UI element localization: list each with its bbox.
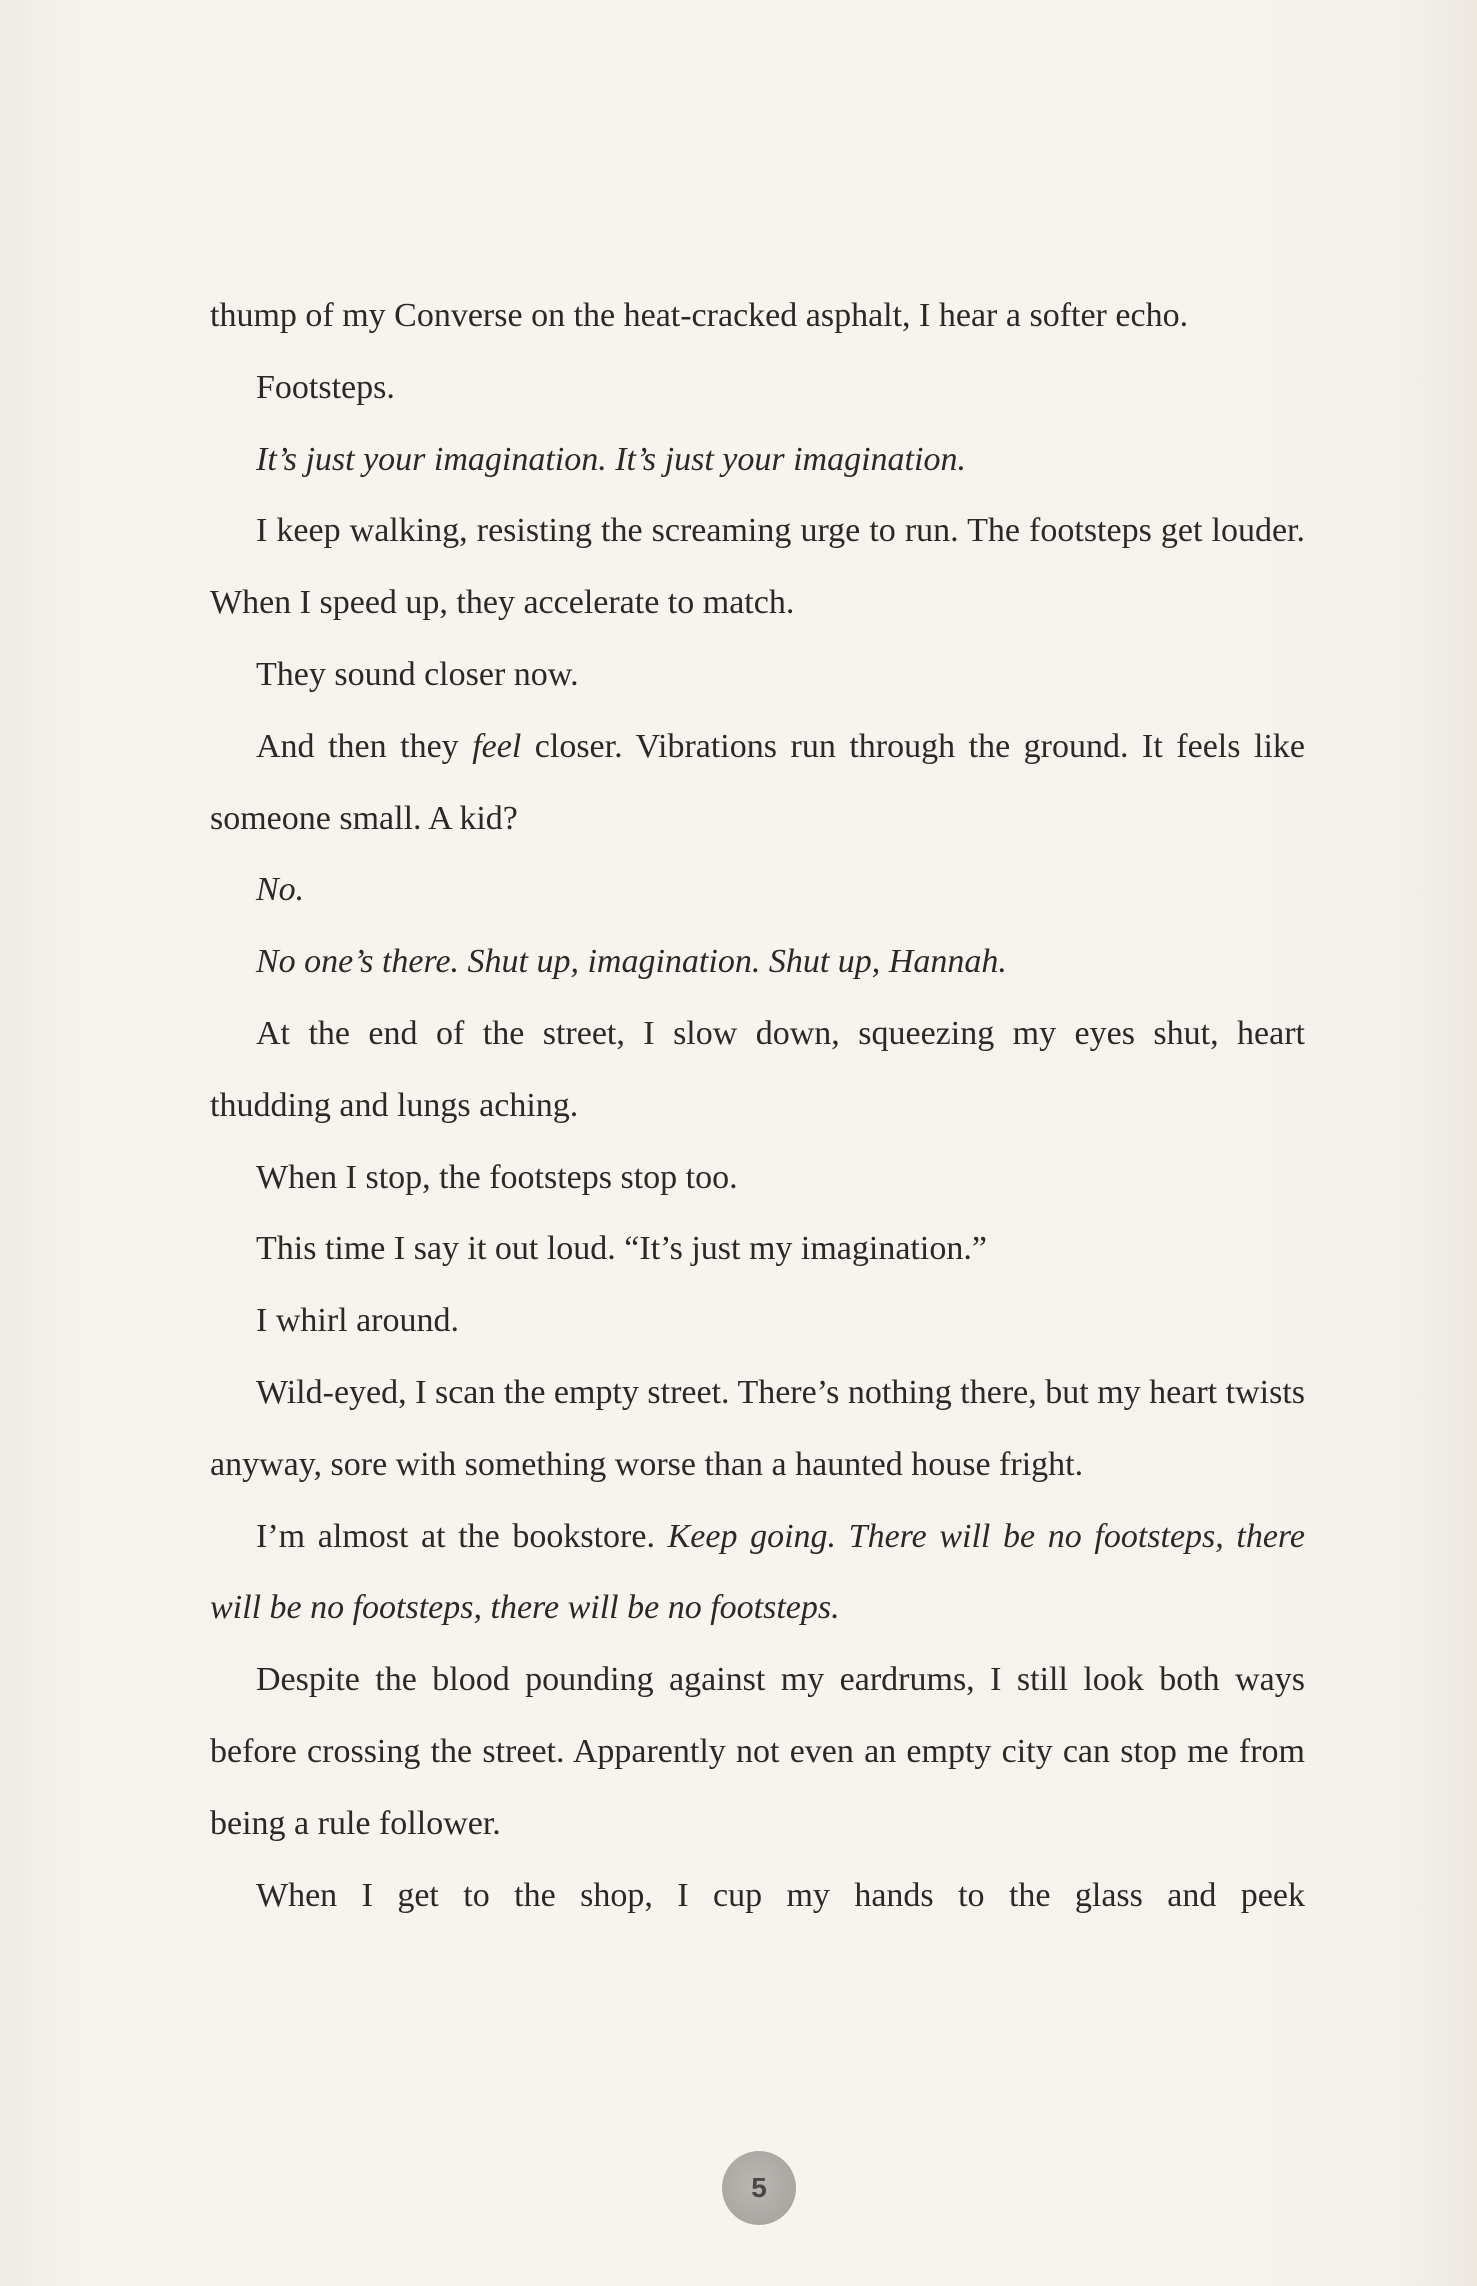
text-run: When I get to the shop, I cup my hands to the glass and peek [256, 1876, 1305, 1914]
text-run: This time I say it out loud. “It’s just my imagination.” [256, 1230, 987, 1268]
text-run: thump of my Converse on the heat-cracked asphalt, I hear a softer echo. [210, 297, 1189, 334]
text-run: closer. Vibrations run through the ground. It feels like someone small. A kid? [210, 727, 1305, 837]
italic-run: It’s just your imagination. It’s just your imagination. [256, 440, 966, 478]
italic-run: No one’s there. Shut up, imagination. Shut up, Hannah. [256, 943, 1007, 981]
paragraph [210, 1357, 1305, 1501]
text-run: And then they [256, 727, 473, 765]
paragraph [210, 1501, 1305, 1645]
paragraph [210, 1860, 1305, 1932]
text-run: Footsteps. [256, 368, 395, 406]
text-run: Despite the blood pounding against my eardrums, I still look both ways before crossing the street. Apparently not even an empty city can stop me from being a rule follower. [210, 1661, 1305, 1842]
body-text [210, 280, 1305, 1931]
paragraph [210, 280, 1305, 352]
text-run: When I stop, the footsteps stop too. [256, 1158, 738, 1196]
text-run: Wild-eyed, I scan the empty street. There’s nothing there, but my heart twists anyway, sore with something worse than a haunted house fright. [210, 1373, 1305, 1483]
paragraph [210, 495, 1305, 639]
paragraph [210, 998, 1305, 1142]
paragraph [210, 926, 1305, 998]
paragraph [210, 711, 1305, 855]
text-run: I’m almost at the bookstore. [256, 1517, 668, 1555]
italic-run: Keep going. There will be no footsteps, there will be no footsteps, there will be no footsteps. [210, 1517, 1305, 1627]
paragraph [210, 1142, 1305, 1214]
paragraph [210, 1644, 1305, 1859]
page-number: 5 [722, 2151, 796, 2225]
text-run: I whirl around. [256, 1302, 460, 1340]
text-run: I keep walking, resisting the screaming urge to run. The footsteps get louder. When I speed up, they accelerate to match. [210, 512, 1305, 622]
text-run: At the end of the street, I slow down, squeezing my eyes shut, heart thudding and lungs aching. [210, 1014, 1305, 1124]
paragraph [210, 1285, 1305, 1357]
italic-run: No. [256, 871, 305, 909]
paragraph [210, 639, 1305, 711]
paragraph [210, 424, 1305, 496]
paragraph [210, 352, 1305, 424]
text-run: They sound closer now. [256, 655, 579, 693]
paragraph [210, 1213, 1305, 1285]
italic-run: feel [472, 727, 522, 765]
paragraph [210, 854, 1305, 926]
